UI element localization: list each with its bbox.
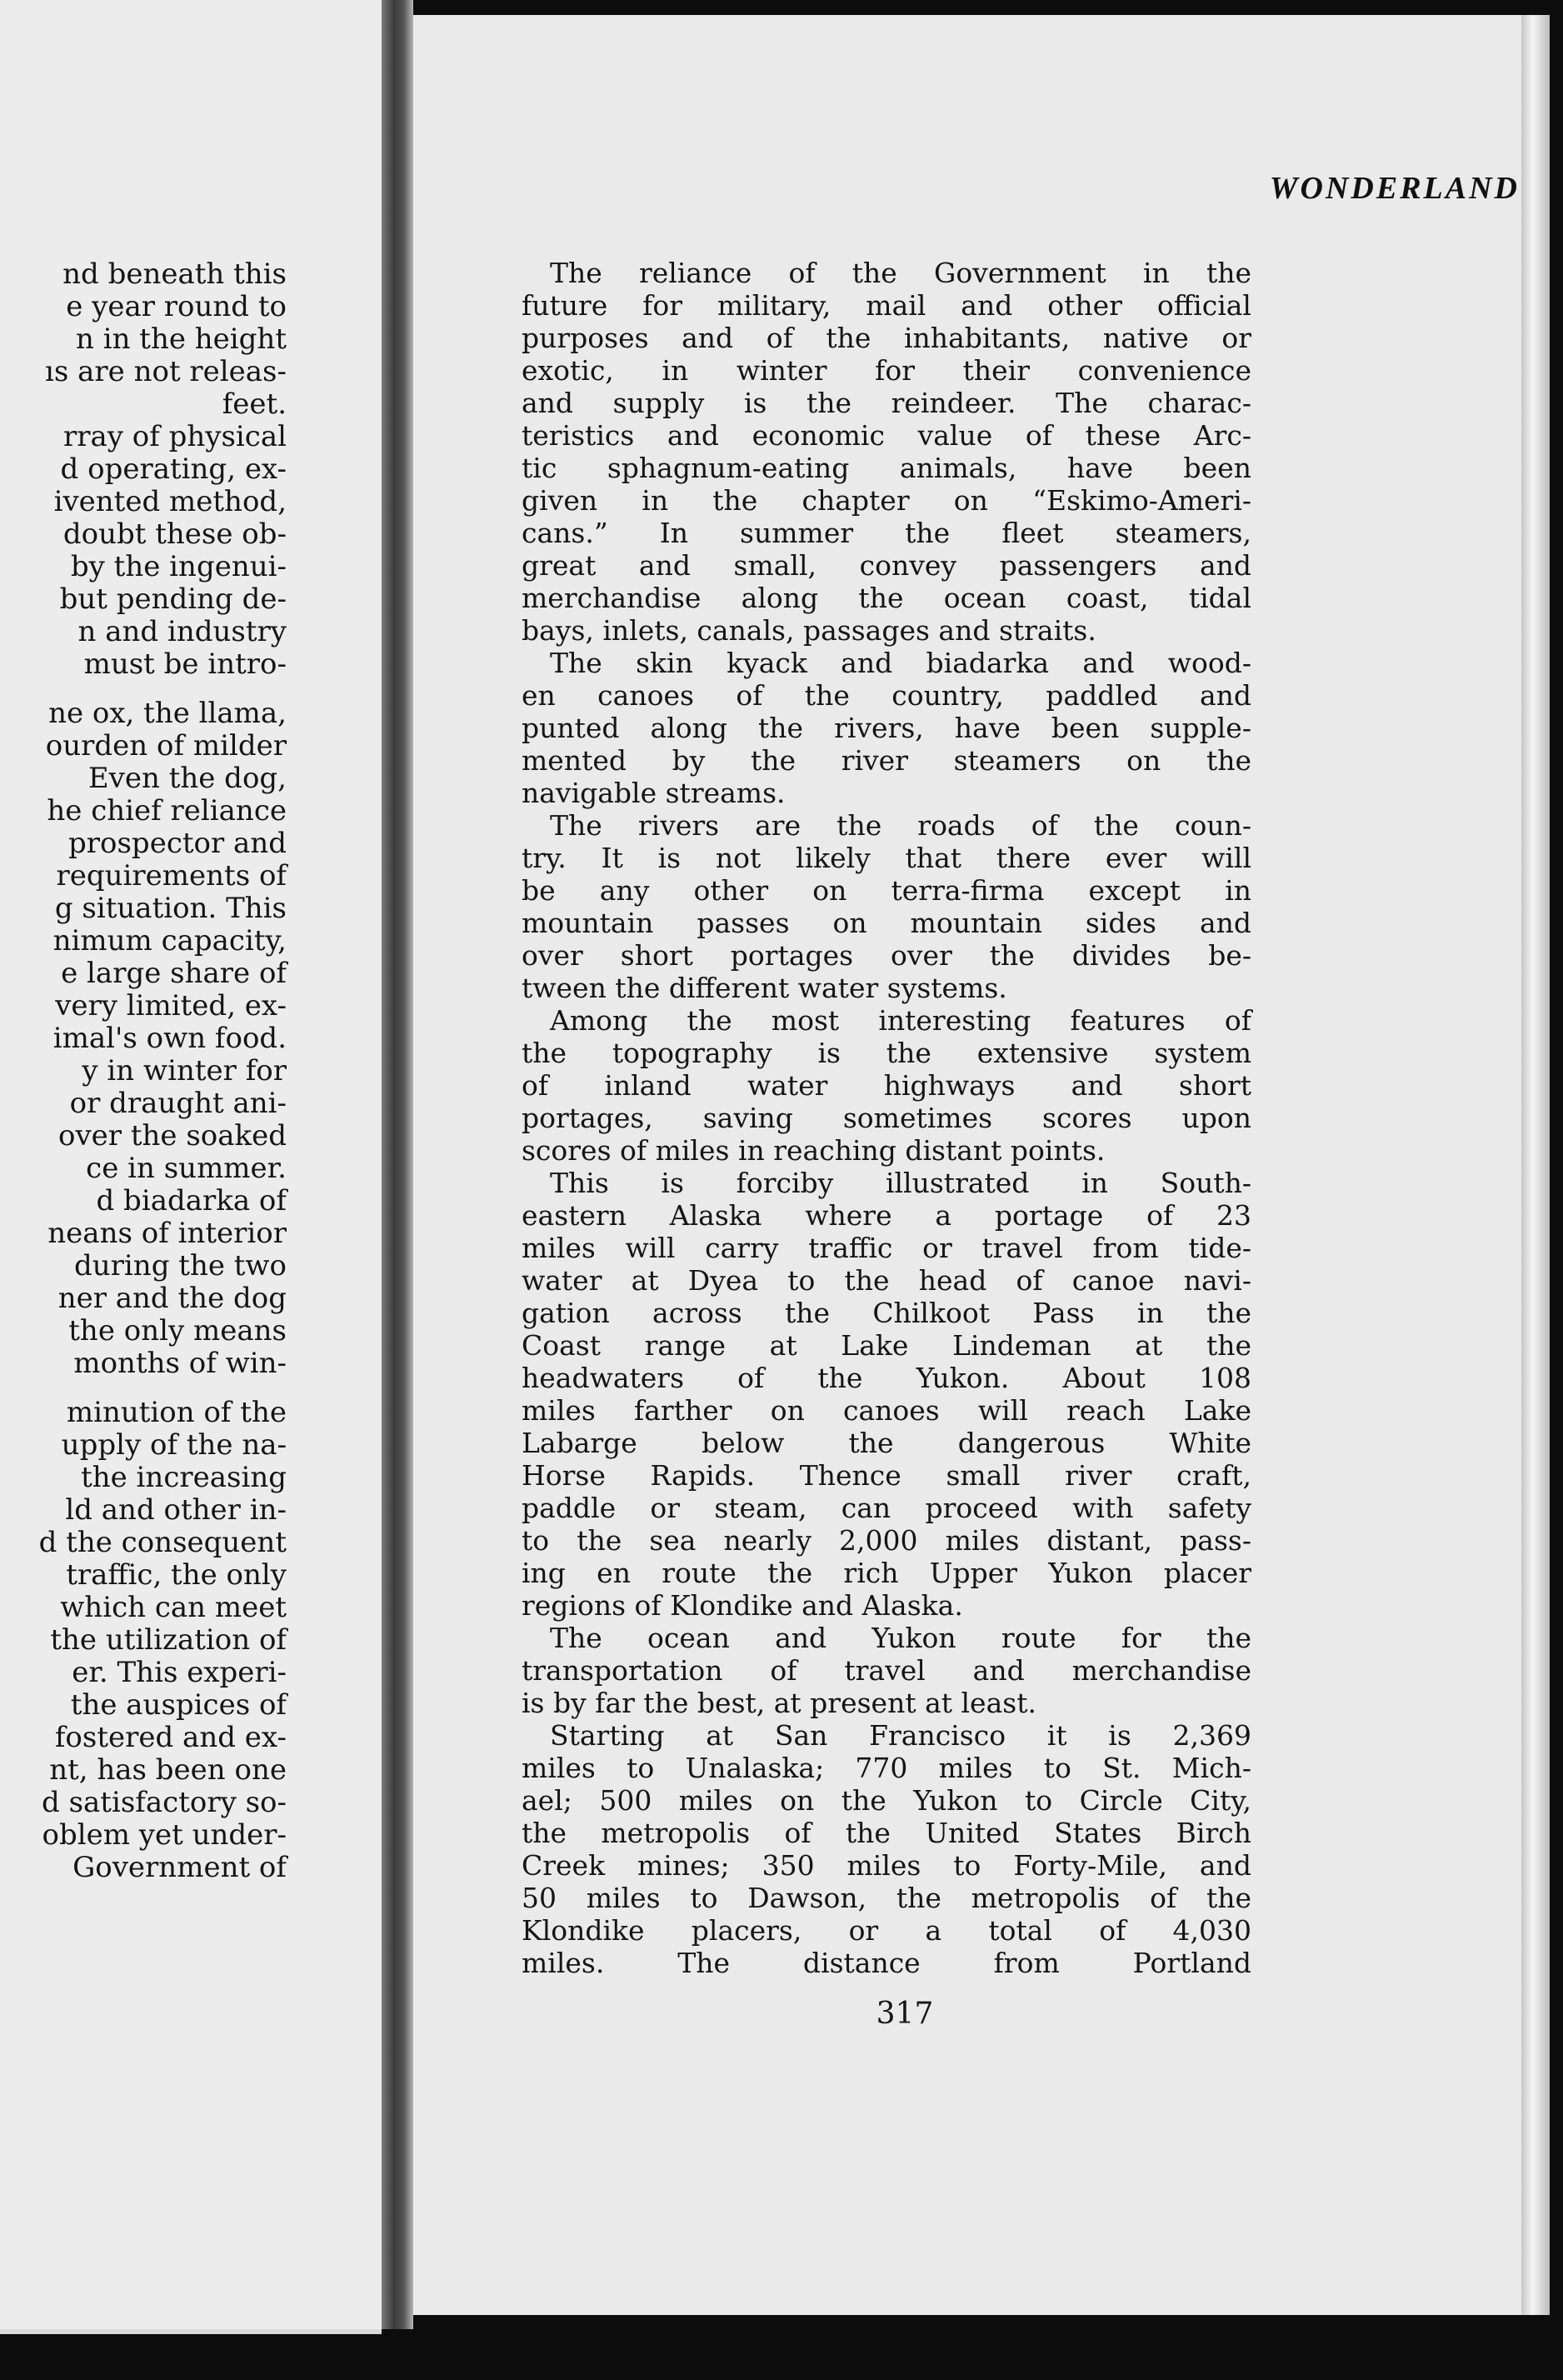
text-line: n and industry (77, 615, 287, 648)
text-line: exotic, in winter for their convenience (522, 354, 1251, 387)
text-line: ing en route the rich Upper Yukon placer (522, 1557, 1251, 1589)
text-line: future for military, mail and other official (522, 289, 1251, 322)
text-line: ner and the dog (57, 1282, 287, 1315)
text-line: ivented method, (53, 485, 287, 518)
text-line: Labarge below the dangerous White (522, 1427, 1251, 1459)
text-line: requirements of (56, 859, 287, 892)
text-line: ce in summer. (86, 1152, 287, 1185)
book-gutter (382, 0, 413, 2329)
text-line: 50 miles to Dawson, the metropolis of the (522, 1882, 1251, 1914)
text-line: fostered and ex- (54, 1721, 287, 1754)
text-line: over the soaked (57, 1119, 287, 1152)
text-line: cans.” In summer the fleet steamers, (522, 517, 1251, 549)
text-line: ld and other in- (65, 1493, 287, 1527)
text-line: the increasing (81, 1461, 287, 1494)
text-line: e large share of (61, 957, 287, 990)
text-line: given in the chapter on “Eskimo-Ameri- (522, 484, 1251, 517)
page-number: 317 (876, 1997, 934, 2031)
paragraph-gap (0, 1380, 287, 1397)
text-line: nd beneath this (62, 258, 287, 291)
text-line: headwaters of the Yukon. About 108 (522, 1362, 1251, 1394)
text-line: e year round to (66, 290, 287, 323)
running-head: WONDERLAND (1269, 171, 1520, 206)
text-line: great and small, convey passengers and (522, 549, 1251, 582)
text-line: imal's own food. (52, 1022, 287, 1055)
text-line: en canoes of the country, paddled and (522, 679, 1251, 712)
text-line: upply of the na- (61, 1428, 287, 1462)
text-line: the only means (68, 1314, 287, 1348)
right-page (413, 15, 1521, 2315)
text-line: ıs are not releas- (45, 355, 287, 388)
text-line: scores of miles in reaching distant points. (522, 1134, 1106, 1167)
text-line: ourden of milder (45, 729, 287, 762)
text-line: oblem yet under- (42, 1818, 287, 1852)
text-line: miles will carry traffic or travel from tide- (522, 1232, 1251, 1264)
text-line: ael; 500 miles on the Yukon to Circle City, (522, 1784, 1251, 1817)
text-line: doubt these ob- (62, 518, 287, 551)
page-edge (1521, 15, 1550, 2315)
text-line: the auspices of (70, 1688, 287, 1722)
text-line: Klondike placers, or a total of 4,030 (522, 1914, 1251, 1947)
body-text (522, 257, 1251, 1979)
text-line: teristics and economic value of these Arc- (522, 419, 1251, 452)
text-line: The reliance of the Government in the (550, 257, 1251, 289)
text-line: er. This experi- (72, 1656, 287, 1689)
text-line: merchandise along the ocean coast, tidal (522, 582, 1251, 614)
text-line: by the ingenui- (70, 550, 287, 583)
left-page (0, 0, 382, 2334)
text-line: transportation of travel and merchandise (522, 1654, 1251, 1687)
text-line: portages, saving sometimes scores upon (522, 1102, 1251, 1134)
text-line: Creek mines; 350 miles to Forty-Mile, and (522, 1849, 1251, 1882)
text-line: which can meet (60, 1591, 287, 1624)
text-line: tween the different water systems. (522, 972, 1007, 1004)
text-line: punted along the rivers, have been supple- (522, 712, 1251, 744)
text-line: gation across the Chilkoot Pass in the (522, 1297, 1251, 1329)
text-line: nimum capacity, (52, 924, 287, 958)
left-page-text (0, 258, 287, 1884)
text-line: to the sea nearly 2,000 miles distant, pass- (522, 1524, 1251, 1557)
paragraph-gap (0, 681, 287, 698)
text-line: The ocean and Yukon route for the (550, 1622, 1251, 1654)
text-line: Starting at San Francisco it is 2,369 (550, 1719, 1251, 1752)
text-line: paddle or steam, can proceed with safety (522, 1492, 1251, 1524)
text-line: the metropolis of the United States Birch (522, 1817, 1251, 1849)
text-line: The skin kyack and biadarka and wood- (550, 647, 1251, 679)
text-line: try. It is not likely that there ever will (522, 842, 1251, 874)
text-line: g situation. This (54, 892, 287, 925)
text-line: Among the most interesting features of (550, 1004, 1251, 1037)
text-line: navigable streams. (522, 777, 786, 809)
text-line: of inland water highways and short (522, 1069, 1251, 1102)
text-line: mented by the river steamers on the (522, 744, 1251, 777)
text-line: d satisfactory so- (42, 1786, 287, 1819)
text-line: mountain passes on mountain sides and (522, 907, 1251, 939)
text-line: Government of (72, 1851, 287, 1884)
text-line: must be intro- (83, 648, 287, 681)
text-line: over short portages over the divides be- (522, 939, 1251, 972)
text-line: purposes and of the inhabitants, native or (522, 322, 1251, 354)
text-line: traffic, the only (66, 1558, 287, 1592)
text-line: very limited, ex- (55, 989, 287, 1022)
text-line: d operating, ex- (60, 452, 287, 486)
text-line: Horse Rapids. Thence small river craft, (522, 1459, 1251, 1492)
text-line: or draught ani- (69, 1087, 287, 1120)
text-line: miles. The distance from Portland (522, 1947, 1251, 1979)
text-line: feet. (222, 388, 287, 421)
text-line: miles farther on canoes will reach Lake (522, 1394, 1251, 1427)
text-line: regions of Klondike and Alaska. (522, 1589, 963, 1622)
text-line: neans of interior (47, 1217, 287, 1250)
text-line: eastern Alaska where a portage of 23 (522, 1199, 1251, 1232)
text-line: during the two (74, 1249, 287, 1282)
text-line: d biadarka of (96, 1184, 287, 1218)
text-line: ne ox, the llama, (48, 697, 287, 730)
text-line: d the consequent (38, 1526, 287, 1559)
text-line: the utilization of (50, 1623, 287, 1657)
text-line: y in winter for (82, 1054, 287, 1088)
text-line: but pending de- (59, 582, 287, 616)
text-line: rray of physical (62, 420, 287, 453)
text-line: miles to Unalaska; 770 miles to St. Mich- (522, 1752, 1251, 1784)
text-line: he chief reliance (47, 794, 287, 828)
text-line: months of win- (73, 1347, 287, 1380)
text-line: bays, inlets, canals, passages and straits. (522, 614, 1096, 647)
text-line: prospector and (68, 827, 287, 860)
text-line: The rivers are the roads of the coun- (550, 809, 1251, 842)
text-line: minution of the (66, 1396, 287, 1429)
text-line: nt, has been one (49, 1753, 287, 1787)
text-line: Coast range at Lake Lindeman at the (522, 1329, 1251, 1362)
text-line: n in the height (76, 322, 287, 356)
text-line: and supply is the reindeer. The charac- (522, 387, 1251, 419)
text-line: the topography is the extensive system (522, 1037, 1251, 1069)
text-line: is by far the best, at present at least. (522, 1687, 1036, 1719)
text-line: Even the dog, (87, 762, 287, 795)
text-line: tic sphagnum-eating animals, have been (522, 452, 1251, 484)
text-line: This is forciby illustrated in South- (550, 1167, 1251, 1199)
text-line: water at Dyea to the head of canoe navi- (522, 1264, 1251, 1297)
text-line: be any other on terra-firma except in (522, 874, 1251, 907)
